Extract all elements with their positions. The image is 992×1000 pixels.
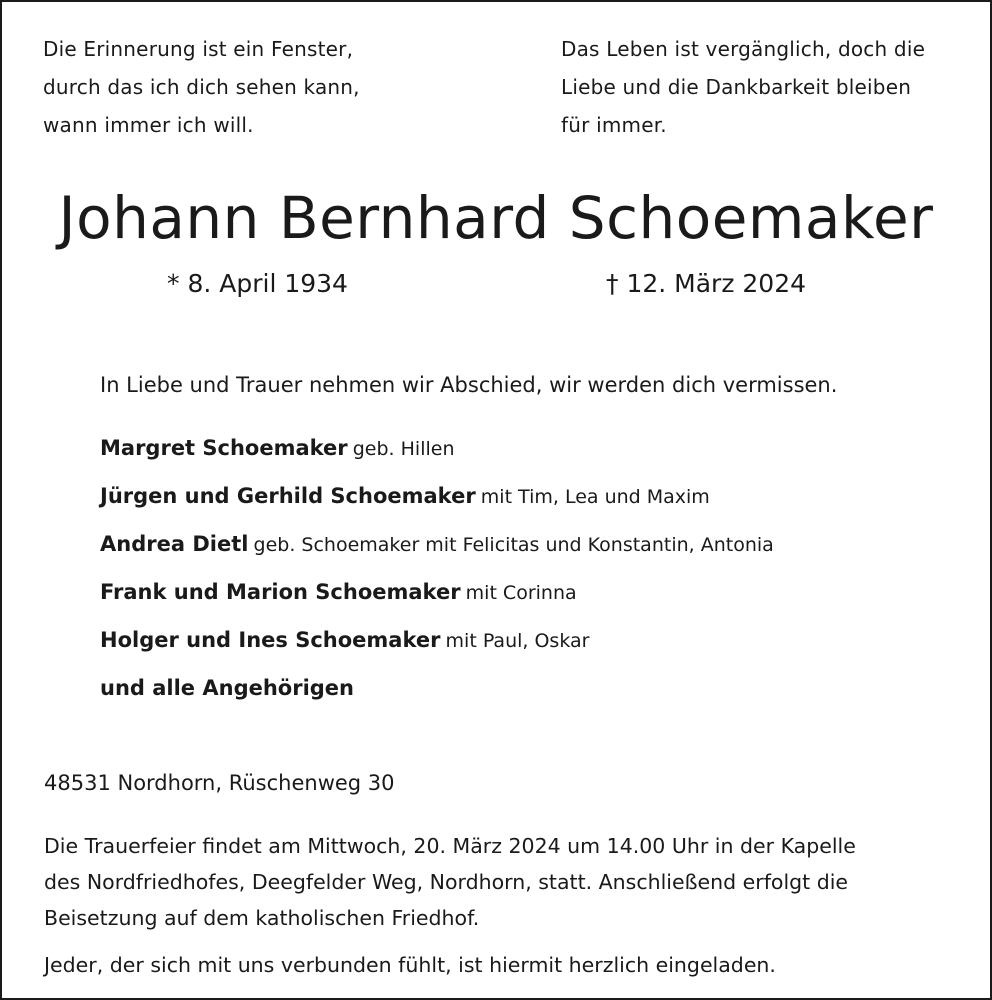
death-date: † 12. März 2024 (606, 269, 807, 298)
mourner-name: Jürgen und Gerhild Schoemaker (100, 484, 476, 508)
mourner-note: mit Corinna (465, 582, 577, 604)
address: 48531 Nordhorn, Rüschenweg 30 (44, 771, 395, 795)
mourner-name: Frank und Marion Schoemaker (100, 580, 461, 604)
birth-date: * 8. April 1934 (167, 269, 348, 298)
mourner-note: mit Tim, Lea und Maxim (480, 486, 710, 508)
mourner-name: Margret Schoemaker (100, 436, 348, 460)
mourner-entry (100, 672, 774, 720)
quote-right (561, 30, 925, 144)
mourner-entry (100, 528, 774, 576)
quote-left-line: wann immer ich will. (43, 113, 254, 137)
mourners-list (100, 432, 774, 720)
quote-right-line: für immer. (561, 113, 667, 137)
service-info (44, 828, 954, 936)
mourner-note: geb. Schoemaker mit Felicitas und Konstantin, Antonia (253, 534, 774, 556)
mourner-entry (100, 624, 774, 672)
mourner-note: geb. Hillen (352, 438, 455, 460)
invitation-text: Jeder, der sich mit uns verbunden fühlt, ist hiermit herzlich eingeladen. (44, 953, 776, 977)
service-line: des Nordfriedhofes, Deegfelder Weg, Nordhorn, statt. Anschließend erfolgt die (44, 870, 849, 894)
quote-left (43, 30, 360, 144)
quote-right-line: Das Leben ist vergänglich, doch die (561, 37, 926, 61)
mourner-entry (100, 432, 774, 480)
service-line: Beisetzung auf dem katholischen Friedhof. (44, 906, 480, 930)
mourner-entry (100, 576, 774, 624)
quote-left-line: Die Erinnerung ist ein Fenster, (43, 37, 354, 61)
mourner-entry (100, 480, 774, 528)
mourner-note: mit Paul, Oskar (445, 630, 590, 652)
mourner-name: Andrea Dietl (100, 532, 249, 556)
quote-right-line: Liebe und die Dankbarkeit bleiben (561, 75, 912, 99)
deceased-name: Johann Bernhard Schoemaker (58, 184, 934, 252)
farewell-text: In Liebe und Trauer nehmen wir Abschied, wir werden dich vermissen. (100, 373, 838, 397)
service-line: Die Trauerfeier findet am Mittwoch, 20. März 2024 um 14.00 Uhr in der Kapelle (44, 834, 856, 858)
quote-left-line: durch das ich dich sehen kann, (43, 75, 360, 99)
mourner-name: und alle Angehörigen (100, 676, 354, 700)
mourner-name: Holger und Ines Schoemaker (100, 628, 441, 652)
